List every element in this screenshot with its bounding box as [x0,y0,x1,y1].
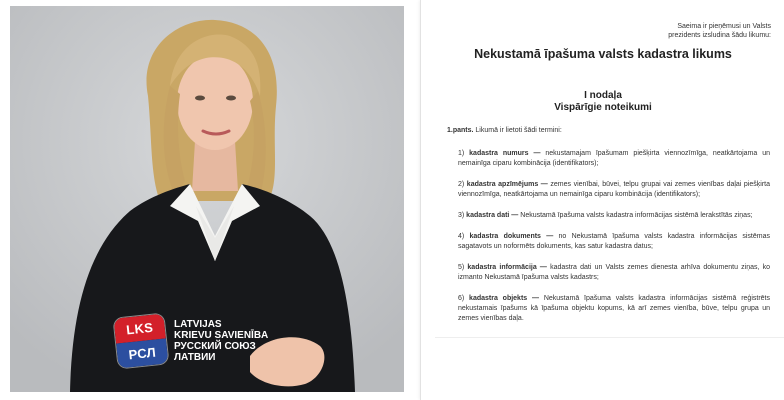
definition-number: 5) [458,264,468,271]
definition-text: kadastra dati un Valsts zemes dienesta arhīva dokumentu ziņas, ko izmanto Nekustamā īpašuma valsts kadastrs; [458,264,771,281]
section-heading [421,90,784,114]
definitions-list [458,149,770,335]
definition-text: Nekustamā īpašuma valsts kadastra informācijas sistēmā reģistrēts nekustamais īpašums kā īpašuma objektu kopums, kā arī zemes vienība, būve, telpu grupa un zemes vienības daļa. [458,295,770,322]
logo-line-4: ЛАТВИИ [174,352,216,363]
definition-term: kadastra dati — [466,212,519,219]
definition-item [458,294,770,324]
article-label: 1.pants. [447,127,474,134]
definition-item [458,180,770,200]
document-preamble [668,22,771,40]
definition-text: no Nekustamā īpašuma valsts kadastra informācijas sistēmas sagatavots un noformēts dokuments, kas satur kadastra datus; [458,233,770,250]
party-logo [116,316,268,366]
definition-term: kadastra informācija — [467,264,547,271]
definition-text: zemes vienībai, būvei, telpu grupai vai zemes vienības daļai piešķirta viennozīmīga, neatkārtojama un nemainīga ciparu kombinācija (identifikators); [458,181,770,198]
definition-text: Nekustamā īpašuma valsts kadastra informācijas sistēmā lerakstītās ziņas; [518,212,753,219]
definition-term: kadastra numurs — [469,150,541,157]
definition-number: 3) [458,212,467,219]
definition-number: 4) [458,233,470,240]
definition-item [458,232,770,252]
definition-item [458,149,770,169]
portrait-photo [10,6,404,392]
preamble-line-2: prezidents izsludina šādu likumu: [668,32,771,39]
definition-item [458,263,770,283]
definition-term: kadastra objekts — [469,295,539,302]
logo-line-1: LATVIJAS [174,319,222,330]
section-title: Vispārīgie noteikumi [554,102,652,113]
definition-number: 2) [458,181,467,188]
logo-line-2: KRIEVU SAVIENĪBA [174,330,269,341]
law-document [420,0,784,400]
definition-number: 6) [458,295,470,302]
document-title: Nekustamā īpašuma valsts kadastra likums [474,47,732,61]
preamble-line-1: Saeima ir pieņēmusi un Valsts [677,23,771,30]
definition-item [458,211,770,221]
definition-term: kadastra apzīmējums — [466,181,548,188]
definition-text: nekustamajam īpašumam piešķirta viennozīmīga, neatkārtojama un nemainīga ciparu kombinācija (identifikators); [458,150,770,167]
section-number: I nodaļa [584,90,622,101]
logo-text [174,319,268,363]
definition-term: kadastra dokuments — [469,233,554,240]
logo-mark-bottom: РСЛ [116,338,168,368]
article-text: Likumā ir lietoti šādi termini: [473,127,562,134]
definition-number: 1) [458,150,470,157]
logo-line-3: РУССКИЙ СОЮЗ [174,341,256,352]
logo-mark-top: LKS [114,314,166,344]
logo-mark [114,314,169,369]
article-intro [447,127,562,134]
document-divider [435,337,784,338]
